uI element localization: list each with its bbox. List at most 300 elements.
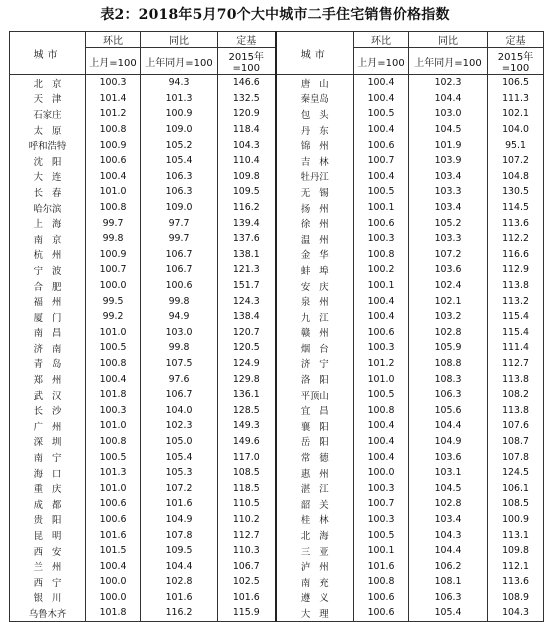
right-base-cell: 111.3	[488, 91, 544, 107]
left-base-cell: 118.4	[218, 122, 276, 138]
right-mom-cell: 100.4	[354, 122, 409, 138]
left-yoy-cell: 94.9	[141, 309, 218, 325]
left-city-cell: 南昌	[10, 325, 86, 341]
table-row	[10, 200, 544, 216]
left-city-cell: 天津	[10, 91, 86, 107]
right-mom-cell: 100.0	[354, 465, 409, 481]
left-mom-cell: 101.3	[86, 465, 141, 481]
left-yoy-cell: 109.0	[141, 122, 218, 138]
right-city-cell: 徐州	[276, 215, 354, 231]
right-mom-cell: 100.7	[354, 496, 409, 512]
right-yoy-cell: 107.2	[409, 247, 488, 263]
left-yoy-cell: 109.5	[141, 543, 218, 559]
left-yoy-cell: 107.2	[141, 480, 218, 496]
left-mom-cell: 101.6	[86, 527, 141, 543]
table-header	[10, 32, 544, 75]
right-city-cell: 惠州	[276, 465, 354, 481]
right-yoy-cell: 105.6	[409, 402, 488, 418]
table-row	[10, 434, 544, 450]
right-yoy-cell: 104.4	[409, 543, 488, 559]
left-yoy-cell: 102.8	[141, 574, 218, 590]
left-base-cell: 124.9	[218, 356, 276, 372]
left-base-cell: 110.5	[218, 496, 276, 512]
right-base-cell: 113.8	[488, 402, 544, 418]
right-base-cell: 113.2	[488, 293, 544, 309]
left-base-cell: 101.6	[218, 590, 276, 606]
left-mom-cell: 100.3	[86, 75, 141, 91]
left-mom-cell: 101.2	[86, 106, 141, 122]
left-yoy-cell: 100.6	[141, 278, 218, 294]
left-city-cell: 成都	[10, 496, 86, 512]
right-base-cell: 107.8	[488, 449, 544, 465]
header-base-sub-right: 2015年=100	[488, 48, 544, 75]
left-base-cell: 110.2	[218, 512, 276, 528]
left-yoy-cell: 109.0	[141, 200, 218, 216]
left-yoy-cell: 107.5	[141, 356, 218, 372]
table-row	[10, 371, 544, 387]
left-yoy-cell: 103.0	[141, 325, 218, 341]
header-base-right: 定基	[488, 32, 544, 48]
table-row	[10, 340, 544, 356]
left-yoy-cell: 106.7	[141, 262, 218, 278]
table-row	[10, 590, 544, 606]
right-base-cell: 95.1	[488, 137, 544, 153]
right-city-cell: 锦州	[276, 137, 354, 153]
left-mom-cell: 100.0	[86, 574, 141, 590]
left-city-cell: 沈阳	[10, 153, 86, 169]
right-base-cell: 106.5	[488, 75, 544, 91]
left-base-cell: 132.5	[218, 91, 276, 107]
left-yoy-cell: 105.0	[141, 434, 218, 450]
right-city-cell: 湛江	[276, 480, 354, 496]
table-row	[10, 387, 544, 403]
left-mom-cell: 100.6	[86, 153, 141, 169]
right-yoy-cell: 102.8	[409, 496, 488, 512]
table-row	[10, 605, 544, 621]
left-mom-cell: 100.0	[86, 278, 141, 294]
right-mom-cell: 100.5	[354, 387, 409, 403]
right-city-cell: 襄阳	[276, 418, 354, 434]
left-city-cell: 宁波	[10, 262, 86, 278]
left-base-cell: 149.3	[218, 418, 276, 434]
table-row	[10, 356, 544, 372]
left-base-cell: 149.6	[218, 434, 276, 450]
left-city-cell: 呼和浩特	[10, 137, 86, 153]
table-row	[10, 153, 544, 169]
left-mom-cell: 100.6	[86, 496, 141, 512]
left-mom-cell: 100.8	[86, 356, 141, 372]
right-base-cell: 113.1	[488, 527, 544, 543]
left-city-cell: 武汉	[10, 387, 86, 403]
left-yoy-cell: 99.7	[141, 231, 218, 247]
left-base-cell: 116.2	[218, 200, 276, 216]
table-row	[10, 184, 544, 200]
left-city-cell: 西宁	[10, 574, 86, 590]
table-row	[10, 512, 544, 528]
left-yoy-cell: 106.7	[141, 247, 218, 263]
left-city-cell: 郑州	[10, 371, 86, 387]
table-row	[10, 293, 544, 309]
right-mom-cell: 100.6	[354, 215, 409, 231]
left-city-cell: 重庆	[10, 480, 86, 496]
right-mom-cell: 100.8	[354, 247, 409, 263]
right-mom-cell: 100.4	[354, 434, 409, 450]
left-base-cell: 117.0	[218, 449, 276, 465]
right-yoy-cell: 103.1	[409, 465, 488, 481]
right-base-cell: 124.5	[488, 465, 544, 481]
right-mom-cell: 100.6	[354, 605, 409, 621]
left-city-cell: 深圳	[10, 434, 86, 450]
right-city-cell: 岳阳	[276, 434, 354, 450]
left-mom-cell: 100.4	[86, 371, 141, 387]
right-mom-cell: 100.6	[354, 590, 409, 606]
left-yoy-cell: 101.3	[141, 91, 218, 107]
left-base-cell: 137.6	[218, 231, 276, 247]
left-base-cell: 129.8	[218, 371, 276, 387]
right-city-cell: 秦皇岛	[276, 91, 354, 107]
right-mom-cell: 100.1	[354, 200, 409, 216]
table-row	[10, 574, 544, 590]
left-base-cell: 124.3	[218, 293, 276, 309]
left-mom-cell: 99.8	[86, 231, 141, 247]
table-row	[10, 262, 544, 278]
right-city-cell: 济宁	[276, 356, 354, 372]
right-base-cell: 130.5	[488, 184, 544, 200]
left-base-cell: 102.5	[218, 574, 276, 590]
right-city-cell: 大理	[276, 605, 354, 621]
left-yoy-cell: 105.2	[141, 137, 218, 153]
right-city-cell: 牡丹江	[276, 169, 354, 185]
right-mom-cell: 100.3	[354, 231, 409, 247]
left-base-cell: 108.5	[218, 465, 276, 481]
right-mom-cell: 100.5	[354, 527, 409, 543]
header-city-right: 城市	[276, 32, 354, 75]
right-city-cell: 遵义	[276, 590, 354, 606]
left-base-cell: 104.3	[218, 137, 276, 153]
left-mom-cell: 100.6	[86, 512, 141, 528]
table-row	[10, 543, 544, 559]
left-city-cell: 哈尔滨	[10, 200, 86, 216]
right-city-cell: 温州	[276, 231, 354, 247]
left-base-cell: 110.4	[218, 153, 276, 169]
left-city-cell: 合肥	[10, 278, 86, 294]
left-base-cell: 112.7	[218, 527, 276, 543]
right-yoy-cell: 105.2	[409, 215, 488, 231]
right-yoy-cell: 102.3	[409, 75, 488, 91]
right-mom-cell: 100.4	[354, 169, 409, 185]
table-row	[10, 215, 544, 231]
left-city-cell: 长春	[10, 184, 86, 200]
table-row	[10, 558, 544, 574]
left-base-cell: 139.4	[218, 215, 276, 231]
left-yoy-cell: 104.4	[141, 558, 218, 574]
left-mom-cell: 101.4	[86, 91, 141, 107]
left-mom-cell: 100.5	[86, 449, 141, 465]
left-yoy-cell: 101.6	[141, 590, 218, 606]
left-base-cell: 109.8	[218, 169, 276, 185]
header-mom-sub-left: 上月=100	[86, 48, 141, 75]
right-mom-cell: 101.6	[354, 558, 409, 574]
right-yoy-cell: 103.9	[409, 153, 488, 169]
table-row	[10, 91, 544, 107]
right-mom-cell: 100.2	[354, 262, 409, 278]
right-yoy-cell: 108.3	[409, 371, 488, 387]
right-base-cell: 104.3	[488, 605, 544, 621]
right-base-cell: 115.4	[488, 325, 544, 341]
left-city-cell: 广州	[10, 418, 86, 434]
left-city-cell: 西安	[10, 543, 86, 559]
left-mom-cell: 101.5	[86, 543, 141, 559]
right-yoy-cell: 106.3	[409, 590, 488, 606]
left-base-cell: 120.5	[218, 340, 276, 356]
right-base-cell: 109.8	[488, 543, 544, 559]
left-base-cell: 146.6	[218, 75, 276, 91]
left-city-cell: 厦门	[10, 309, 86, 325]
header-mom-left: 环比	[86, 32, 141, 48]
right-base-cell: 108.5	[488, 496, 544, 512]
right-base-cell: 112.1	[488, 558, 544, 574]
left-mom-cell: 101.0	[86, 418, 141, 434]
right-base-cell: 111.4	[488, 340, 544, 356]
left-yoy-cell: 97.7	[141, 215, 218, 231]
right-yoy-cell: 102.4	[409, 278, 488, 294]
left-yoy-cell: 104.9	[141, 512, 218, 528]
right-city-cell: 包头	[276, 106, 354, 122]
right-mom-cell: 100.6	[354, 325, 409, 341]
right-base-cell: 108.7	[488, 434, 544, 450]
right-base-cell: 113.8	[488, 371, 544, 387]
right-mom-cell: 100.7	[354, 153, 409, 169]
right-city-cell: 丹东	[276, 122, 354, 138]
right-city-cell: 无锡	[276, 184, 354, 200]
right-yoy-cell: 103.4	[409, 169, 488, 185]
right-yoy-cell: 105.4	[409, 605, 488, 621]
right-mom-cell: 100.4	[354, 75, 409, 91]
left-city-cell: 杭州	[10, 247, 86, 263]
left-mom-cell: 101.8	[86, 605, 141, 621]
table-row	[10, 106, 544, 122]
left-city-cell: 昆明	[10, 527, 86, 543]
left-yoy-cell: 106.3	[141, 184, 218, 200]
right-yoy-cell: 102.1	[409, 293, 488, 309]
header-yoy-sub-left: 上年同月=100	[141, 48, 218, 75]
right-mom-cell: 100.8	[354, 574, 409, 590]
left-base-cell: 120.9	[218, 106, 276, 122]
table-row	[10, 480, 544, 496]
right-base-cell: 108.9	[488, 590, 544, 606]
right-mom-cell: 100.4	[354, 449, 409, 465]
table-row	[10, 527, 544, 543]
right-city-cell: 唐山	[276, 75, 354, 91]
right-mom-cell: 100.3	[354, 340, 409, 356]
right-yoy-cell: 101.9	[409, 137, 488, 153]
left-city-cell: 福州	[10, 293, 86, 309]
right-yoy-cell: 104.4	[409, 418, 488, 434]
table-row	[10, 496, 544, 512]
left-city-cell: 乌鲁木齐	[10, 605, 86, 621]
right-mom-cell: 101.2	[354, 356, 409, 372]
right-yoy-cell: 104.5	[409, 480, 488, 496]
right-yoy-cell: 102.8	[409, 325, 488, 341]
right-city-cell: 安庆	[276, 278, 354, 294]
left-mom-cell: 100.8	[86, 200, 141, 216]
left-city-cell: 银川	[10, 590, 86, 606]
table-row	[10, 418, 544, 434]
right-city-cell: 宜昌	[276, 402, 354, 418]
left-yoy-cell: 105.4	[141, 153, 218, 169]
left-base-cell: 121.3	[218, 262, 276, 278]
left-base-cell: 110.3	[218, 543, 276, 559]
header-yoy-left: 同比	[141, 32, 218, 48]
right-mom-cell: 100.8	[354, 402, 409, 418]
right-mom-cell: 100.6	[354, 137, 409, 153]
left-mom-cell: 100.3	[86, 402, 141, 418]
right-base-cell: 107.2	[488, 153, 544, 169]
left-city-cell: 南宁	[10, 449, 86, 465]
left-yoy-cell: 97.6	[141, 371, 218, 387]
table-row	[10, 309, 544, 325]
right-base-cell: 104.8	[488, 169, 544, 185]
right-base-cell: 114.5	[488, 200, 544, 216]
table-row	[10, 137, 544, 153]
left-city-cell: 海口	[10, 465, 86, 481]
right-city-cell: 吉林	[276, 153, 354, 169]
right-base-cell: 100.9	[488, 512, 544, 528]
left-mom-cell: 101.0	[86, 325, 141, 341]
left-base-cell: 138.1	[218, 247, 276, 263]
left-base-cell: 151.7	[218, 278, 276, 294]
left-city-cell: 北京	[10, 75, 86, 91]
left-mom-cell: 100.7	[86, 262, 141, 278]
left-base-cell: 128.5	[218, 402, 276, 418]
table-row	[10, 231, 544, 247]
right-base-cell: 106.1	[488, 480, 544, 496]
right-city-cell: 蚌埠	[276, 262, 354, 278]
table-row	[10, 247, 544, 263]
right-mom-cell: 100.3	[354, 512, 409, 528]
price-index-table	[9, 31, 544, 622]
left-base-cell: 120.7	[218, 325, 276, 341]
left-city-cell: 兰州	[10, 558, 86, 574]
table-row	[10, 402, 544, 418]
right-city-cell: 桂林	[276, 512, 354, 528]
right-base-cell: 102.1	[488, 106, 544, 122]
right-base-cell: 112.9	[488, 262, 544, 278]
left-yoy-cell: 106.7	[141, 387, 218, 403]
right-city-cell: 洛阳	[276, 371, 354, 387]
right-yoy-cell: 103.6	[409, 262, 488, 278]
right-yoy-cell: 104.4	[409, 91, 488, 107]
left-yoy-cell: 106.3	[141, 169, 218, 185]
left-yoy-cell: 99.8	[141, 340, 218, 356]
right-base-cell: 112.2	[488, 231, 544, 247]
table-row	[10, 278, 544, 294]
table-row	[10, 169, 544, 185]
left-base-cell: 136.1	[218, 387, 276, 403]
right-base-cell: 113.6	[488, 574, 544, 590]
right-mom-cell: 100.3	[354, 480, 409, 496]
header-base-left: 定基	[218, 32, 276, 48]
left-base-cell: 106.7	[218, 558, 276, 574]
right-city-cell: 常德	[276, 449, 354, 465]
table-title: 表2：2018年5月70个大中城市二手住宅销售价格指数	[100, 7, 450, 23]
left-yoy-cell: 99.8	[141, 293, 218, 309]
left-yoy-cell: 94.3	[141, 75, 218, 91]
header-yoy-right: 同比	[409, 32, 488, 48]
left-mom-cell: 100.5	[86, 340, 141, 356]
left-base-cell: 138.4	[218, 309, 276, 325]
left-mom-cell: 100.4	[86, 169, 141, 185]
left-mom-cell: 100.8	[86, 434, 141, 450]
right-city-cell: 平顶山	[276, 387, 354, 403]
left-yoy-cell: 107.8	[141, 527, 218, 543]
left-mom-cell: 100.0	[86, 590, 141, 606]
left-base-cell: 109.5	[218, 184, 276, 200]
left-base-cell: 118.5	[218, 480, 276, 496]
left-yoy-cell: 102.3	[141, 418, 218, 434]
right-yoy-cell: 104.9	[409, 434, 488, 450]
right-yoy-cell: 103.3	[409, 184, 488, 200]
right-yoy-cell: 103.2	[409, 309, 488, 325]
table-row	[10, 122, 544, 138]
right-city-cell: 韶关	[276, 496, 354, 512]
right-city-cell: 南充	[276, 574, 354, 590]
right-yoy-cell: 105.9	[409, 340, 488, 356]
right-yoy-cell: 103.3	[409, 231, 488, 247]
left-city-cell: 上海	[10, 215, 86, 231]
right-city-cell: 泉州	[276, 293, 354, 309]
right-yoy-cell: 106.3	[409, 387, 488, 403]
right-base-cell: 113.6	[488, 215, 544, 231]
right-city-cell: 泸州	[276, 558, 354, 574]
left-yoy-cell: 101.6	[141, 496, 218, 512]
left-mom-cell: 99.2	[86, 309, 141, 325]
left-city-cell: 青岛	[10, 356, 86, 372]
right-yoy-cell: 104.5	[409, 122, 488, 138]
header-mom-right: 环比	[354, 32, 409, 48]
left-mom-cell: 100.9	[86, 247, 141, 263]
left-mom-cell: 100.4	[86, 558, 141, 574]
table-row	[10, 449, 544, 465]
right-mom-cell: 100.4	[354, 91, 409, 107]
right-base-cell: 107.6	[488, 418, 544, 434]
right-mom-cell: 100.1	[354, 543, 409, 559]
left-yoy-cell: 116.2	[141, 605, 218, 621]
right-mom-cell: 101.0	[354, 371, 409, 387]
left-city-cell: 南京	[10, 231, 86, 247]
left-mom-cell: 101.0	[86, 480, 141, 496]
left-mom-cell: 101.0	[86, 184, 141, 200]
right-city-cell: 扬州	[276, 200, 354, 216]
right-yoy-cell: 106.2	[409, 558, 488, 574]
left-city-cell: 太原	[10, 122, 86, 138]
right-mom-cell: 100.5	[354, 106, 409, 122]
header-city-left: 城市	[10, 32, 86, 75]
left-city-cell: 大连	[10, 169, 86, 185]
header-mom-sub-right: 上月=100	[354, 48, 409, 75]
right-city-cell: 三亚	[276, 543, 354, 559]
left-base-cell: 115.9	[218, 605, 276, 621]
right-base-cell: 112.7	[488, 356, 544, 372]
left-yoy-cell: 100.9	[141, 106, 218, 122]
left-yoy-cell: 105.3	[141, 465, 218, 481]
right-city-cell: 烟台	[276, 340, 354, 356]
right-mom-cell: 100.4	[354, 293, 409, 309]
table-row	[10, 465, 544, 481]
right-base-cell: 104.0	[488, 122, 544, 138]
right-yoy-cell: 108.8	[409, 356, 488, 372]
header-yoy-sub-right: 上年同月=100	[409, 48, 488, 75]
